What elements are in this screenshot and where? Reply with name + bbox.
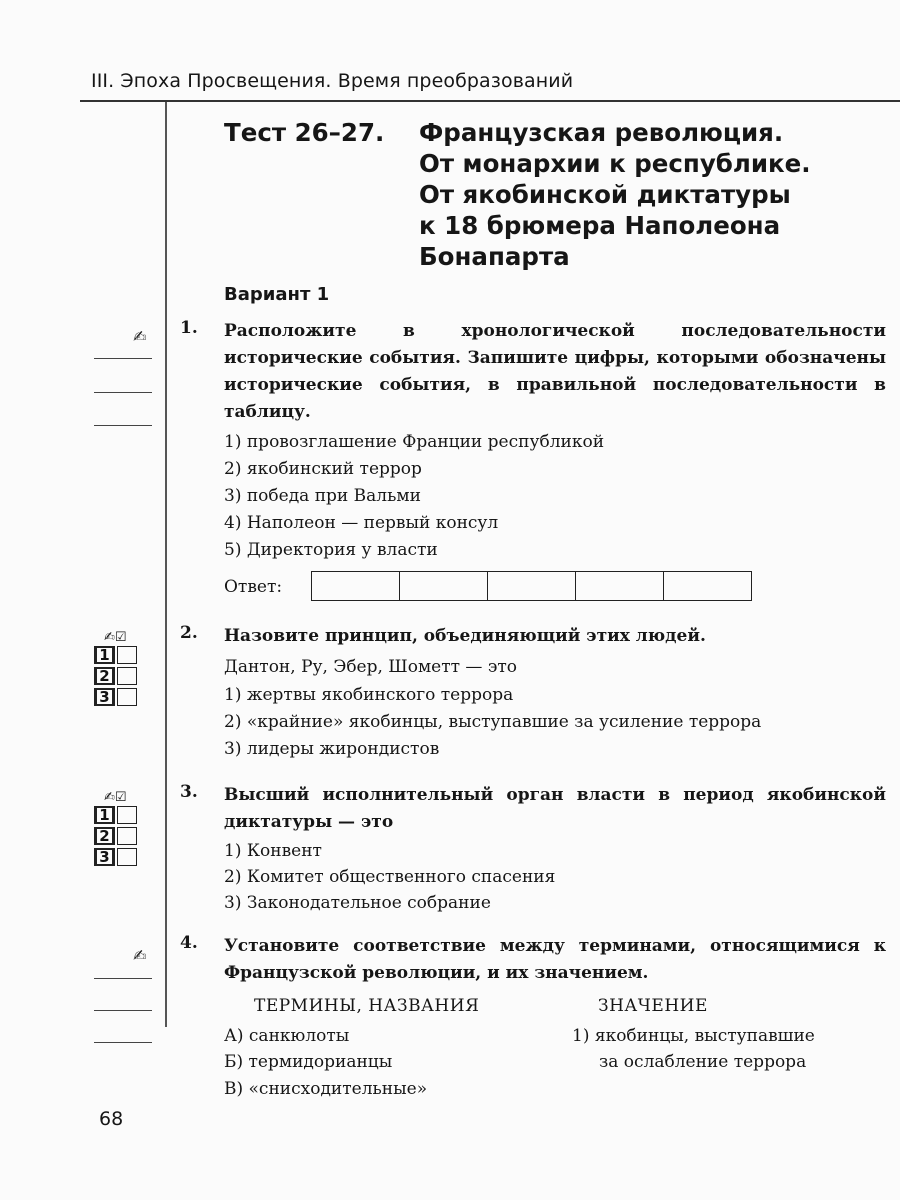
question-2-subtext: Дантон, Ру, Эбер, Шометт — это bbox=[224, 657, 518, 677]
question-2-text: Назовите принцип, объединяющий этих людей. bbox=[224, 626, 706, 646]
question-3-number: 3. bbox=[180, 782, 198, 802]
question-2-option: 1) жертвы якобинского террора bbox=[224, 685, 514, 705]
test-title bbox=[224, 117, 811, 272]
answer-checkgrid bbox=[94, 790, 137, 869]
digit-box: 2 bbox=[94, 667, 115, 685]
question-3-option: 1) Конвент bbox=[224, 841, 322, 861]
question-1-option: 5) Директория у власти bbox=[224, 540, 438, 560]
question-3-option: 3) Законодательное собрание bbox=[224, 893, 491, 913]
question-1-number: 1. bbox=[180, 318, 198, 338]
answer-cell[interactable] bbox=[488, 572, 576, 600]
answer-checkbox[interactable] bbox=[117, 848, 137, 866]
answer-margin-line bbox=[94, 392, 152, 393]
answer-checkbox[interactable] bbox=[117, 806, 137, 824]
pen-icon: ✍ bbox=[133, 327, 147, 346]
question-4-number: 4. bbox=[180, 933, 198, 953]
term-item: А) санкюлоты bbox=[224, 1026, 350, 1046]
answer-cell[interactable] bbox=[312, 572, 400, 600]
answer-checkbox[interactable] bbox=[117, 688, 137, 706]
question-2-option: 3) лидеры жирондистов bbox=[224, 739, 440, 759]
answer-checkgrid bbox=[94, 630, 137, 709]
meaning-column-heading: ЗНАЧЕНИЕ bbox=[598, 996, 708, 1016]
answer-checkbox[interactable] bbox=[117, 667, 137, 685]
answer-margin-line bbox=[94, 1042, 152, 1043]
chapter-header: III. Эпоха Просвещения. Время преобразований bbox=[91, 70, 574, 92]
question-1-option: 1) провозглашение Франции республикой bbox=[224, 432, 605, 452]
answer-margin-line bbox=[94, 1010, 152, 1011]
digit-box: 1 bbox=[94, 646, 115, 664]
question-2-option: 2) «крайние» якобинцы, выступавшие за усиление террора bbox=[224, 712, 762, 732]
term-item: Б) термидорианцы bbox=[224, 1052, 393, 1072]
terms-column-heading: ТЕРМИНЫ, НАЗВАНИЯ bbox=[254, 996, 480, 1016]
title-line-4: к 18 брюмера Наполеона bbox=[419, 211, 781, 240]
title-line-3: От якобинской диктатуры bbox=[419, 180, 791, 209]
digit-box: 1 bbox=[94, 806, 115, 824]
title-line-1: Французская революция. bbox=[419, 118, 784, 147]
answer-margin-line bbox=[94, 425, 152, 426]
question-3-text: Высший исполнительный орган власти в период якобинской диктатуры — это bbox=[224, 785, 886, 832]
title-line-5: Бонапарта bbox=[419, 242, 570, 271]
answer-margin-line bbox=[94, 358, 152, 359]
page-number: 68 bbox=[99, 1108, 124, 1130]
question-4-text: Установите соответствие между терминами, относящимися к Французской революции, и их значением. bbox=[224, 936, 886, 983]
answer-cell[interactable] bbox=[576, 572, 664, 600]
digit-box: 3 bbox=[94, 848, 115, 866]
answer-label: Ответ: bbox=[224, 577, 283, 597]
answer-checkbox[interactable] bbox=[117, 646, 137, 664]
meaning-item: 1) якобинцы, выступавшие bbox=[572, 1026, 815, 1046]
pen-check-icon: ✍☑ bbox=[104, 790, 127, 805]
digit-box: 2 bbox=[94, 827, 115, 845]
question-1-option: 4) Наполеон — первый консул bbox=[224, 513, 499, 533]
question-1-text: Расположите в хронологической последовательности исторические события. Запишите цифры, которыми обозначены исторические события, в правильной последовательности в таблицу. bbox=[224, 321, 886, 422]
digit-box: 3 bbox=[94, 688, 115, 706]
variant-heading: Вариант 1 bbox=[224, 284, 330, 305]
question-1-option: 3) победа при Вальми bbox=[224, 486, 421, 506]
pen-icon: ✍ bbox=[133, 946, 147, 965]
answer-cell[interactable] bbox=[400, 572, 488, 600]
question-2-number: 2. bbox=[180, 623, 198, 643]
title-line-2: От монархии к республике. bbox=[419, 149, 811, 178]
meaning-item-continuation: за ослабление террора bbox=[599, 1052, 807, 1072]
answer-table bbox=[311, 571, 752, 601]
answer-cell[interactable] bbox=[664, 572, 751, 600]
header-divider bbox=[80, 100, 900, 102]
term-item: В) «снисходительные» bbox=[224, 1079, 428, 1099]
title-test-number: Тест 26–27. bbox=[224, 118, 385, 147]
pen-check-icon: ✍☑ bbox=[104, 630, 127, 645]
question-1-option: 2) якобинский террор bbox=[224, 459, 422, 479]
answer-margin-line bbox=[94, 978, 152, 979]
question-3-option: 2) Комитет общественного спасения bbox=[224, 867, 556, 887]
margin-divider bbox=[165, 102, 167, 1027]
answer-checkbox[interactable] bbox=[117, 827, 137, 845]
